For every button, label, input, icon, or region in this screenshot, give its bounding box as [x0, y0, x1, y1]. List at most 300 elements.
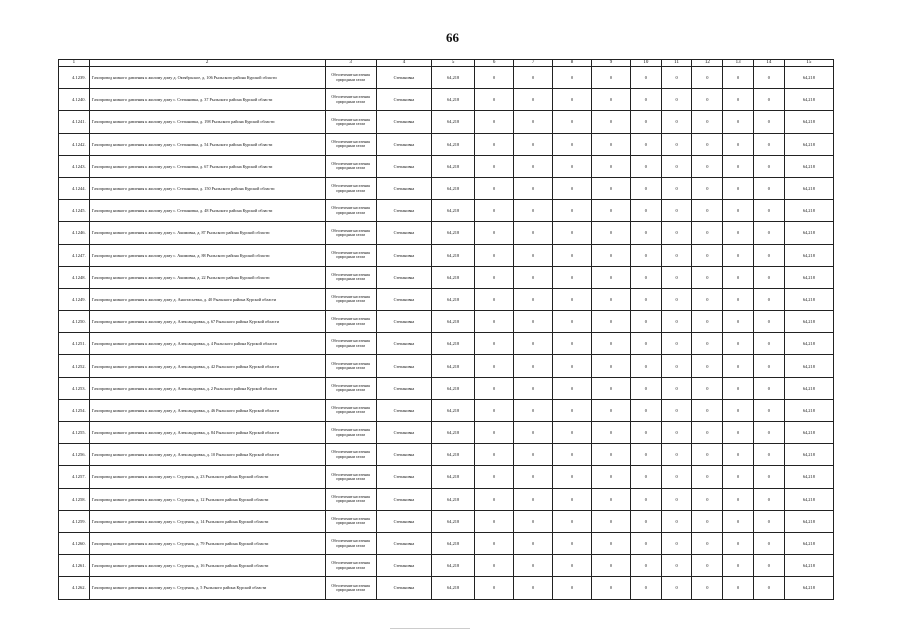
zero-value-cell: 0 [723, 422, 754, 444]
total-value-cell: 64,218 [784, 89, 833, 111]
zero-value-cell: 0 [630, 377, 661, 399]
settlement-name: Степановка [376, 444, 431, 466]
object-name: Газопровод низкого давления к жилому дому с. Студенок, д. 23 Рыльского района Курской области [89, 466, 325, 488]
zero-value-cell: 0 [475, 444, 514, 466]
zero-value-cell: 0 [553, 422, 592, 444]
zero-value-cell: 0 [514, 89, 553, 111]
zero-value-cell: 0 [723, 288, 754, 310]
total-value-cell: 64,218 [784, 444, 833, 466]
zero-value-cell: 0 [661, 333, 692, 355]
object-name: Газопровод низкого давления к жилому дому с. Акимовка, д. 88 Рыльского района Курской области [89, 244, 325, 266]
object-name: Газопровод низкого давления к жилому дому с. Степановка, д. 37 Рыльского района Курской области [89, 89, 325, 111]
settlement-name: Степановка [376, 244, 431, 266]
zero-value-cell: 0 [592, 577, 631, 599]
table-row [59, 399, 834, 421]
zero-value-cell: 0 [553, 200, 592, 222]
zero-value-cell: 0 [692, 266, 723, 288]
value-cell: 64,218 [432, 355, 475, 377]
table-row [59, 200, 834, 222]
column-number-10: 10 [630, 60, 661, 67]
zero-value-cell: 0 [630, 311, 661, 333]
row-number: 4.1262. [59, 577, 90, 599]
zero-value-cell: 0 [514, 155, 553, 177]
zero-value-cell: 0 [553, 133, 592, 155]
zero-value-cell: 0 [514, 555, 553, 577]
object-purpose: Обеспечение населения природным газом [325, 510, 376, 532]
row-number: 4.1248. [59, 266, 90, 288]
total-value-cell: 64,218 [784, 200, 833, 222]
zero-value-cell: 0 [661, 89, 692, 111]
zero-value-cell: 0 [692, 422, 723, 444]
zero-value-cell: 0 [592, 488, 631, 510]
zero-value-cell: 0 [692, 222, 723, 244]
table-row [59, 266, 834, 288]
value-cell: 64,218 [432, 67, 475, 89]
zero-value-cell: 0 [723, 333, 754, 355]
value-cell: 64,218 [432, 311, 475, 333]
zero-value-cell: 0 [553, 89, 592, 111]
object-name: Газопровод низкого давления к жилому дому с. Степановка, д. 198 Рыльского района Курской области [89, 111, 325, 133]
table-row [59, 311, 834, 333]
settlement-name: Степановка [376, 311, 431, 333]
table-row [59, 133, 834, 155]
zero-value-cell: 0 [630, 532, 661, 554]
zero-value-cell: 0 [692, 444, 723, 466]
zero-value-cell: 0 [514, 488, 553, 510]
table-row [59, 444, 834, 466]
zero-value-cell: 0 [475, 222, 514, 244]
zero-value-cell: 0 [723, 510, 754, 532]
zero-value-cell: 0 [514, 67, 553, 89]
zero-value-cell: 0 [475, 577, 514, 599]
zero-value-cell: 0 [514, 266, 553, 288]
zero-value-cell: 0 [475, 111, 514, 133]
total-value-cell: 64,218 [784, 355, 833, 377]
zero-value-cell: 0 [661, 510, 692, 532]
zero-value-cell: 0 [661, 200, 692, 222]
zero-value-cell: 0 [692, 288, 723, 310]
row-number: 4.1258. [59, 488, 90, 510]
object-purpose: Обеспечение населения природным газом [325, 67, 376, 89]
zero-value-cell: 0 [692, 532, 723, 554]
zero-value-cell: 0 [723, 466, 754, 488]
row-number: 4.1254. [59, 399, 90, 421]
value-cell: 64,218 [432, 244, 475, 266]
zero-value-cell: 0 [630, 510, 661, 532]
object-name: Газопровод низкого давления к жилому дому с. Студенок, д. 12 Рыльского района Курской области [89, 488, 325, 510]
zero-value-cell: 0 [475, 422, 514, 444]
settlement-name: Степановка [376, 266, 431, 288]
value-cell: 64,218 [432, 466, 475, 488]
zero-value-cell: 0 [661, 488, 692, 510]
total-value-cell: 64,218 [784, 577, 833, 599]
zero-value-cell: 0 [630, 200, 661, 222]
zero-value-cell: 0 [592, 111, 631, 133]
value-cell: 64,218 [432, 399, 475, 421]
zero-value-cell: 0 [592, 555, 631, 577]
settlement-name: Степановка [376, 155, 431, 177]
zero-value-cell: 0 [592, 89, 631, 111]
row-number: 4.1250. [59, 311, 90, 333]
object-name: Газопровод низкого давления к жилому дому с. Степановка, д. 48 Рыльского района Курской области [89, 200, 325, 222]
value-cell: 64,218 [432, 288, 475, 310]
zero-value-cell: 0 [475, 555, 514, 577]
zero-value-cell: 0 [514, 577, 553, 599]
settlement-name: Степановка [376, 133, 431, 155]
row-number: 4.1252. [59, 355, 90, 377]
settlement-name: Степановка [376, 200, 431, 222]
object-purpose: Обеспечение населения природным газом [325, 155, 376, 177]
zero-value-cell: 0 [553, 577, 592, 599]
zero-value-cell: 0 [514, 355, 553, 377]
page-number: 66 [446, 30, 459, 45]
total-value-cell: 64,218 [784, 466, 833, 488]
settlement-name: Степановка [376, 577, 431, 599]
row-number: 4.1260. [59, 532, 90, 554]
settlement-name: Степановка [376, 377, 431, 399]
objects-table [58, 59, 834, 600]
zero-value-cell: 0 [553, 333, 592, 355]
zero-value-cell: 0 [753, 510, 784, 532]
zero-value-cell: 0 [753, 111, 784, 133]
column-number-3: 3 [325, 60, 376, 67]
zero-value-cell: 0 [553, 222, 592, 244]
value-cell: 64,218 [432, 488, 475, 510]
zero-value-cell: 0 [592, 444, 631, 466]
object-purpose: Обеспечение населения природным газом [325, 266, 376, 288]
total-value-cell: 64,218 [784, 222, 833, 244]
total-value-cell: 64,218 [784, 288, 833, 310]
zero-value-cell: 0 [692, 466, 723, 488]
object-purpose: Обеспечение населения природным газом [325, 399, 376, 421]
scan-footer-mark [390, 628, 470, 632]
zero-value-cell: 0 [592, 399, 631, 421]
zero-value-cell: 0 [723, 311, 754, 333]
zero-value-cell: 0 [753, 155, 784, 177]
zero-value-cell: 0 [630, 155, 661, 177]
zero-value-cell: 0 [630, 488, 661, 510]
zero-value-cell: 0 [630, 333, 661, 355]
zero-value-cell: 0 [753, 555, 784, 577]
zero-value-cell: 0 [723, 577, 754, 599]
zero-value-cell: 0 [661, 399, 692, 421]
object-purpose: Обеспечение населения природным газом [325, 532, 376, 554]
zero-value-cell: 0 [514, 333, 553, 355]
zero-value-cell: 0 [630, 222, 661, 244]
zero-value-cell: 0 [661, 288, 692, 310]
zero-value-cell: 0 [692, 67, 723, 89]
zero-value-cell: 0 [514, 466, 553, 488]
zero-value-cell: 0 [723, 177, 754, 199]
object-name: Газопровод низкого давления к жилому дому с. Акимовка, д. 22 Рыльского района Курской области [89, 266, 325, 288]
zero-value-cell: 0 [692, 577, 723, 599]
zero-value-cell: 0 [475, 399, 514, 421]
zero-value-cell: 0 [723, 555, 754, 577]
value-cell: 64,218 [432, 444, 475, 466]
zero-value-cell: 0 [514, 444, 553, 466]
value-cell: 64,218 [432, 133, 475, 155]
zero-value-cell: 0 [475, 177, 514, 199]
total-value-cell: 64,218 [784, 244, 833, 266]
total-value-cell: 64,218 [784, 399, 833, 421]
table-row [59, 466, 834, 488]
zero-value-cell: 0 [723, 377, 754, 399]
settlement-name: Степановка [376, 510, 431, 532]
object-name: Газопровод низкого давления к жилому дому с. Студенок, д. 16 Рыльского района Курской области [89, 555, 325, 577]
value-cell: 64,218 [432, 555, 475, 577]
zero-value-cell: 0 [630, 577, 661, 599]
zero-value-cell: 0 [630, 111, 661, 133]
column-number-1: 1 [59, 60, 90, 67]
zero-value-cell: 0 [661, 466, 692, 488]
zero-value-cell: 0 [475, 244, 514, 266]
zero-value-cell: 0 [692, 333, 723, 355]
row-number: 4.1255. [59, 422, 90, 444]
zero-value-cell: 0 [592, 266, 631, 288]
zero-value-cell: 0 [514, 177, 553, 199]
settlement-name: Степановка [376, 488, 431, 510]
column-number-4: 4 [376, 60, 431, 67]
zero-value-cell: 0 [661, 133, 692, 155]
settlement-name: Степановка [376, 67, 431, 89]
zero-value-cell: 0 [753, 466, 784, 488]
settlement-name: Степановка [376, 111, 431, 133]
zero-value-cell: 0 [753, 532, 784, 554]
zero-value-cell: 0 [753, 288, 784, 310]
zero-value-cell: 0 [692, 510, 723, 532]
zero-value-cell: 0 [661, 532, 692, 554]
zero-value-cell: 0 [514, 422, 553, 444]
zero-value-cell: 0 [592, 466, 631, 488]
zero-value-cell: 0 [692, 355, 723, 377]
total-value-cell: 64,218 [784, 266, 833, 288]
value-cell: 64,218 [432, 222, 475, 244]
zero-value-cell: 0 [692, 555, 723, 577]
zero-value-cell: 0 [592, 377, 631, 399]
zero-value-cell: 0 [661, 577, 692, 599]
object-purpose: Обеспечение населения природным газом [325, 222, 376, 244]
column-number-6: 6 [475, 60, 514, 67]
table-row [59, 555, 834, 577]
zero-value-cell: 0 [723, 222, 754, 244]
zero-value-cell: 0 [553, 355, 592, 377]
table-row [59, 111, 834, 133]
object-purpose: Обеспечение населения природным газом [325, 133, 376, 155]
row-number: 4.1242. [59, 133, 90, 155]
zero-value-cell: 0 [661, 266, 692, 288]
total-value-cell: 64,218 [784, 488, 833, 510]
zero-value-cell: 0 [514, 244, 553, 266]
zero-value-cell: 0 [692, 488, 723, 510]
row-number: 4.1249. [59, 288, 90, 310]
zero-value-cell: 0 [723, 111, 754, 133]
row-number: 4.1251. [59, 333, 90, 355]
zero-value-cell: 0 [553, 177, 592, 199]
column-number-2: 2 [89, 60, 325, 67]
column-number-11: 11 [661, 60, 692, 67]
settlement-name: Степановка [376, 422, 431, 444]
zero-value-cell: 0 [630, 67, 661, 89]
zero-value-cell: 0 [553, 555, 592, 577]
object-name: Газопровод низкого давления к жилому дому с. Степановка, д. 54 Рыльского района Курской области [89, 133, 325, 155]
total-value-cell: 64,218 [784, 67, 833, 89]
zero-value-cell: 0 [592, 288, 631, 310]
object-purpose: Обеспечение населения природным газом [325, 333, 376, 355]
zero-value-cell: 0 [630, 244, 661, 266]
table-row [59, 67, 834, 89]
zero-value-cell: 0 [553, 244, 592, 266]
zero-value-cell: 0 [661, 244, 692, 266]
zero-value-cell: 0 [753, 89, 784, 111]
object-purpose: Обеспечение населения природным газом [325, 377, 376, 399]
object-name: Газопровод низкого давления к жилому дому д. Александровка, д. 67 Рыльского района Курской области [89, 311, 325, 333]
zero-value-cell: 0 [661, 355, 692, 377]
zero-value-cell: 0 [592, 333, 631, 355]
table-body [59, 67, 834, 600]
table-row [59, 333, 834, 355]
zero-value-cell: 0 [753, 133, 784, 155]
value-cell: 64,218 [432, 200, 475, 222]
object-name: Газопровод низкого давления к жилому дому д. Анастасьевка, д. 40 Рыльского района Курской области [89, 288, 325, 310]
table-row [59, 377, 834, 399]
value-cell: 64,218 [432, 422, 475, 444]
table-row [59, 177, 834, 199]
object-purpose: Обеспечение населения природным газом [325, 488, 376, 510]
zero-value-cell: 0 [553, 67, 592, 89]
zero-value-cell: 0 [592, 532, 631, 554]
value-cell: 64,218 [432, 510, 475, 532]
table-row [59, 510, 834, 532]
row-number: 4.1243. [59, 155, 90, 177]
zero-value-cell: 0 [723, 266, 754, 288]
zero-value-cell: 0 [475, 288, 514, 310]
zero-value-cell: 0 [753, 488, 784, 510]
object-purpose: Обеспечение населения природным газом [325, 111, 376, 133]
column-number-8: 8 [553, 60, 592, 67]
zero-value-cell: 0 [592, 355, 631, 377]
total-value-cell: 64,218 [784, 133, 833, 155]
zero-value-cell: 0 [592, 67, 631, 89]
total-value-cell: 64,218 [784, 555, 833, 577]
zero-value-cell: 0 [475, 510, 514, 532]
object-purpose: Обеспечение населения природным газом [325, 444, 376, 466]
zero-value-cell: 0 [630, 422, 661, 444]
zero-value-cell: 0 [592, 510, 631, 532]
object-name: Газопровод низкого давления к жилому дому с. Степановка, д. 67 Рыльского района Курской области [89, 155, 325, 177]
zero-value-cell: 0 [692, 377, 723, 399]
zero-value-cell: 0 [753, 422, 784, 444]
object-purpose: Обеспечение населения природным газом [325, 355, 376, 377]
zero-value-cell: 0 [630, 266, 661, 288]
zero-value-cell: 0 [692, 399, 723, 421]
column-number-13: 13 [723, 60, 754, 67]
value-cell: 64,218 [432, 177, 475, 199]
total-value-cell: 64,218 [784, 311, 833, 333]
zero-value-cell: 0 [661, 377, 692, 399]
settlement-name: Степановка [376, 355, 431, 377]
zero-value-cell: 0 [630, 555, 661, 577]
zero-value-cell: 0 [553, 488, 592, 510]
value-cell: 64,218 [432, 532, 475, 554]
zero-value-cell: 0 [753, 377, 784, 399]
total-value-cell: 64,218 [784, 377, 833, 399]
settlement-name: Степановка [376, 466, 431, 488]
zero-value-cell: 0 [753, 177, 784, 199]
zero-value-cell: 0 [514, 311, 553, 333]
total-value-cell: 64,218 [784, 510, 833, 532]
zero-value-cell: 0 [553, 311, 592, 333]
zero-value-cell: 0 [514, 510, 553, 532]
zero-value-cell: 0 [553, 155, 592, 177]
zero-value-cell: 0 [475, 488, 514, 510]
object-name: Газопровод низкого давления к жилому дому д. Александровка, д. 4 Рыльского района Курской области [89, 333, 325, 355]
zero-value-cell: 0 [514, 200, 553, 222]
zero-value-cell: 0 [692, 244, 723, 266]
column-number-row [59, 60, 834, 67]
zero-value-cell: 0 [514, 111, 553, 133]
object-name: Газопровод низкого давления к жилому дому с. Студенок, д. 14 Рыльского района Курской области [89, 510, 325, 532]
settlement-name: Степановка [376, 399, 431, 421]
zero-value-cell: 0 [514, 377, 553, 399]
table-row [59, 422, 834, 444]
zero-value-cell: 0 [661, 155, 692, 177]
zero-value-cell: 0 [514, 222, 553, 244]
zero-value-cell: 0 [692, 200, 723, 222]
zero-value-cell: 0 [475, 155, 514, 177]
object-name: Газопровод низкого давления к жилому дому с. Студенок, д. 79 Рыльского района Курской области [89, 532, 325, 554]
zero-value-cell: 0 [723, 532, 754, 554]
zero-value-cell: 0 [592, 222, 631, 244]
zero-value-cell: 0 [753, 67, 784, 89]
zero-value-cell: 0 [553, 111, 592, 133]
zero-value-cell: 0 [723, 67, 754, 89]
column-number-5: 5 [432, 60, 475, 67]
zero-value-cell: 0 [630, 133, 661, 155]
zero-value-cell: 0 [723, 355, 754, 377]
row-number: 4.1257. [59, 466, 90, 488]
column-number-9: 9 [592, 60, 631, 67]
total-value-cell: 64,218 [784, 333, 833, 355]
total-value-cell: 64,218 [784, 177, 833, 199]
table-row [59, 355, 834, 377]
zero-value-cell: 0 [692, 311, 723, 333]
settlement-name: Степановка [376, 222, 431, 244]
zero-value-cell: 0 [553, 510, 592, 532]
total-value-cell: 64,218 [784, 155, 833, 177]
zero-value-cell: 0 [723, 244, 754, 266]
column-number-7: 7 [514, 60, 553, 67]
zero-value-cell: 0 [723, 444, 754, 466]
object-purpose: Обеспечение населения природным газом [325, 311, 376, 333]
zero-value-cell: 0 [630, 399, 661, 421]
row-number: 4.1241. [59, 111, 90, 133]
object-name: Газопровод низкого давления к жилому дому с. Акимовка, д. 87 Рыльского района Курской области [89, 222, 325, 244]
zero-value-cell: 0 [661, 422, 692, 444]
zero-value-cell: 0 [475, 89, 514, 111]
row-number: 4.1245. [59, 200, 90, 222]
row-number: 4.1246. [59, 222, 90, 244]
row-number: 4.1244. [59, 177, 90, 199]
zero-value-cell: 0 [753, 222, 784, 244]
zero-value-cell: 0 [514, 133, 553, 155]
object-purpose: Обеспечение населения природным газом [325, 555, 376, 577]
row-number: 4.1240. [59, 89, 90, 111]
zero-value-cell: 0 [723, 399, 754, 421]
zero-value-cell: 0 [475, 377, 514, 399]
zero-value-cell: 0 [475, 311, 514, 333]
zero-value-cell: 0 [553, 288, 592, 310]
object-name: Газопровод низкого давления к жилому дому д. Александровка, д. 10 Рыльского района Курской области [89, 444, 325, 466]
